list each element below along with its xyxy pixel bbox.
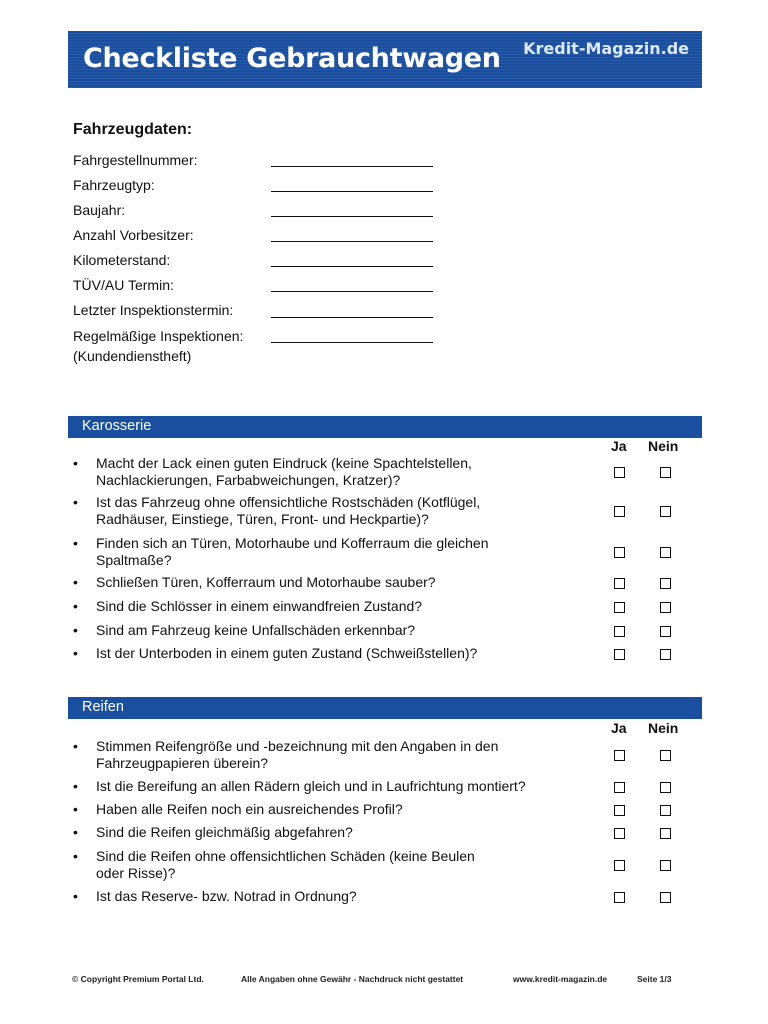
checklist-item — [73, 598, 593, 615]
checklist-item-line: Nachlackierungen, Farbabweichungen, Kratzer)? — [96, 472, 401, 488]
checklist-item-text — [96, 455, 596, 489]
checklist-item-line: Ist das Reserve- bzw. Notrad in Ordnung? — [96, 888, 357, 904]
checklist-item-line: Radhäuser, Einstiege, Türen, Front- und Heckpartie)? — [96, 511, 429, 527]
checkbox-no[interactable] — [660, 649, 671, 660]
checkbox-no[interactable] — [660, 892, 671, 903]
checkbox-no[interactable] — [660, 782, 671, 793]
footer-page-number: Seite 1/3 — [637, 974, 672, 984]
checklist-item-text — [96, 494, 596, 528]
checkbox-no[interactable] — [660, 860, 671, 871]
bullet-icon: • — [73, 888, 78, 904]
checklist-item — [73, 801, 593, 818]
vehicle-field-label: Anzahl Vorbesitzer: — [73, 227, 194, 243]
checklist-item-line: Finden sich an Türen, Motorhaube und Kofferraum die gleichen — [96, 535, 489, 551]
checkbox-no[interactable] — [660, 750, 671, 761]
footer-copyright: © Copyright Premium Portal Ltd. — [72, 974, 204, 984]
column-header-yes: Ja — [611, 720, 627, 736]
section-header — [68, 697, 702, 719]
checkbox-no[interactable] — [660, 578, 671, 589]
vehicle-field-input-line[interactable] — [271, 342, 433, 343]
vehicle-field-label: Letzter Inspektionstermin: — [73, 302, 234, 318]
checklist-item-text — [96, 574, 596, 591]
checkbox-yes[interactable] — [614, 860, 625, 871]
vehicle-field-label: Regelmäßige Inspektionen: — [73, 328, 244, 344]
checkbox-no[interactable] — [660, 547, 671, 558]
checklist-item-text — [96, 535, 596, 569]
bullet-icon: • — [73, 778, 78, 794]
checklist-item-text — [96, 738, 596, 772]
checklist-item-text — [96, 598, 596, 615]
vehicle-field-input-line[interactable] — [271, 216, 433, 217]
checklist-item-line: Haben alle Reifen noch ein ausreichendes Profil? — [96, 801, 403, 817]
vehicle-field-input-line[interactable] — [271, 266, 433, 267]
section-title: Reifen — [82, 699, 124, 715]
vehicle-field-input-line[interactable] — [271, 291, 433, 292]
checkbox-no[interactable] — [660, 506, 671, 517]
checklist-item-text — [96, 824, 596, 841]
bullet-icon: • — [73, 574, 78, 590]
checkbox-yes[interactable] — [614, 626, 625, 637]
checkbox-yes[interactable] — [614, 892, 625, 903]
title-banner — [68, 31, 702, 88]
vehicle-field-label: TÜV/AU Termin: — [73, 277, 174, 293]
checkbox-yes[interactable] — [614, 750, 625, 761]
bullet-icon: • — [73, 598, 78, 614]
checkbox-no[interactable] — [660, 626, 671, 637]
checklist-item — [73, 778, 593, 795]
checklist-item-text — [96, 848, 596, 882]
section-header — [68, 416, 702, 438]
checkbox-no[interactable] — [660, 805, 671, 816]
checkbox-no[interactable] — [660, 602, 671, 613]
checklist-item — [73, 622, 593, 639]
bullet-icon: • — [73, 455, 78, 471]
section-title: Karosserie — [82, 418, 152, 434]
column-header-no: Nein — [648, 720, 679, 736]
checklist-item-line: Spaltmaße? — [96, 552, 172, 568]
bullet-icon: • — [73, 848, 78, 864]
checklist-item-line: Ist das Fahrzeug ohne offensichtliche Rostschäden (Kotflügel, — [96, 494, 481, 510]
column-header-no: Nein — [648, 438, 679, 454]
bullet-icon: • — [73, 645, 78, 661]
bullet-icon: • — [73, 494, 78, 510]
checkbox-yes[interactable] — [614, 467, 625, 478]
checklist-item-line: oder Risse)? — [96, 865, 176, 881]
bullet-icon: • — [73, 801, 78, 817]
vehicle-field-label: (Kundendienstheft) — [73, 348, 192, 364]
checkbox-yes[interactable] — [614, 578, 625, 589]
bullet-icon: • — [73, 535, 78, 551]
checklist-item — [73, 738, 593, 772]
checklist-item-line: Ist der Unterboden in einem guten Zustand (Schweißstellen)? — [96, 645, 478, 661]
vehicle-field-label: Fahrzeugtyp: — [73, 177, 155, 193]
checklist-item — [73, 824, 593, 841]
checklist-item — [73, 848, 593, 882]
checkbox-yes[interactable] — [614, 828, 625, 839]
bullet-icon: • — [73, 622, 78, 638]
vehicle-field-label: Kilometerstand: — [73, 252, 171, 268]
bullet-icon: • — [73, 738, 78, 754]
checkbox-yes[interactable] — [614, 602, 625, 613]
checklist-item-text — [96, 622, 596, 639]
checkbox-yes[interactable] — [614, 547, 625, 558]
column-header-yes: Ja — [611, 438, 627, 454]
checklist-item — [73, 574, 593, 591]
bullet-icon: • — [73, 824, 78, 840]
checklist-item-text — [96, 888, 596, 905]
checklist-item-line: Sind die Reifen gleichmäßig abgefahren? — [96, 824, 353, 840]
vehicle-field-label: Fahrgestellnummer: — [73, 152, 198, 168]
checklist-item — [73, 888, 593, 905]
vehicle-data-heading: Fahrzeugdaten: — [73, 121, 193, 138]
checklist-item-line: Fahrzeugpapieren überein? — [96, 755, 269, 771]
checklist-item-line: Ist die Bereifung an allen Rädern gleich und in Laufrichtung montiert? — [96, 778, 526, 794]
vehicle-field-label: Baujahr: — [73, 202, 126, 218]
checkbox-yes[interactable] — [614, 782, 625, 793]
checklist-item — [73, 455, 593, 489]
checklist-item-text — [96, 778, 596, 795]
checklist-item — [73, 494, 593, 528]
vehicle-field-input-line[interactable] — [271, 241, 433, 242]
checklist-item-line: Sind am Fahrzeug keine Unfallschäden erkennbar? — [96, 622, 416, 638]
checklist-item-line: Sind die Reifen ohne offensichtlichen Schäden (keine Beulen — [96, 848, 475, 864]
checklist-item-line: Stimmen Reifengröße und -bezeichnung mit den Angaben in den — [96, 738, 499, 754]
checkbox-no[interactable] — [660, 467, 671, 478]
checklist-item — [73, 645, 593, 662]
checkbox-yes[interactable] — [614, 805, 625, 816]
checklist-item-line: Sind die Schlösser in einem einwandfreien Zustand? — [96, 598, 423, 614]
checklist-item-line: Schließen Türen, Kofferraum und Motorhaube sauber? — [96, 574, 436, 590]
checkbox-no[interactable] — [660, 828, 671, 839]
page-title: Checkliste Gebrauchtwagen — [83, 43, 501, 74]
checklist-item — [73, 535, 593, 569]
checklist-item-text — [96, 801, 596, 818]
vehicle-field-input-line[interactable] — [271, 166, 433, 167]
checklist-item-line: Macht der Lack einen guten Eindruck (keine Spachtelstellen, — [96, 455, 472, 471]
footer-url: www.kredit-magazin.de — [513, 974, 608, 984]
vehicle-field-input-line[interactable] — [271, 191, 433, 192]
checkbox-yes[interactable] — [614, 649, 625, 660]
footer-notice: Alle Angaben ohne Gewähr - Nachdruck nicht gestattet — [241, 974, 464, 984]
vehicle-field-input-line[interactable] — [271, 317, 433, 318]
checklist-item-text — [96, 645, 596, 662]
brand-logo-text: Kredit-Magazin.de — [523, 39, 689, 58]
checkbox-yes[interactable] — [614, 506, 625, 517]
